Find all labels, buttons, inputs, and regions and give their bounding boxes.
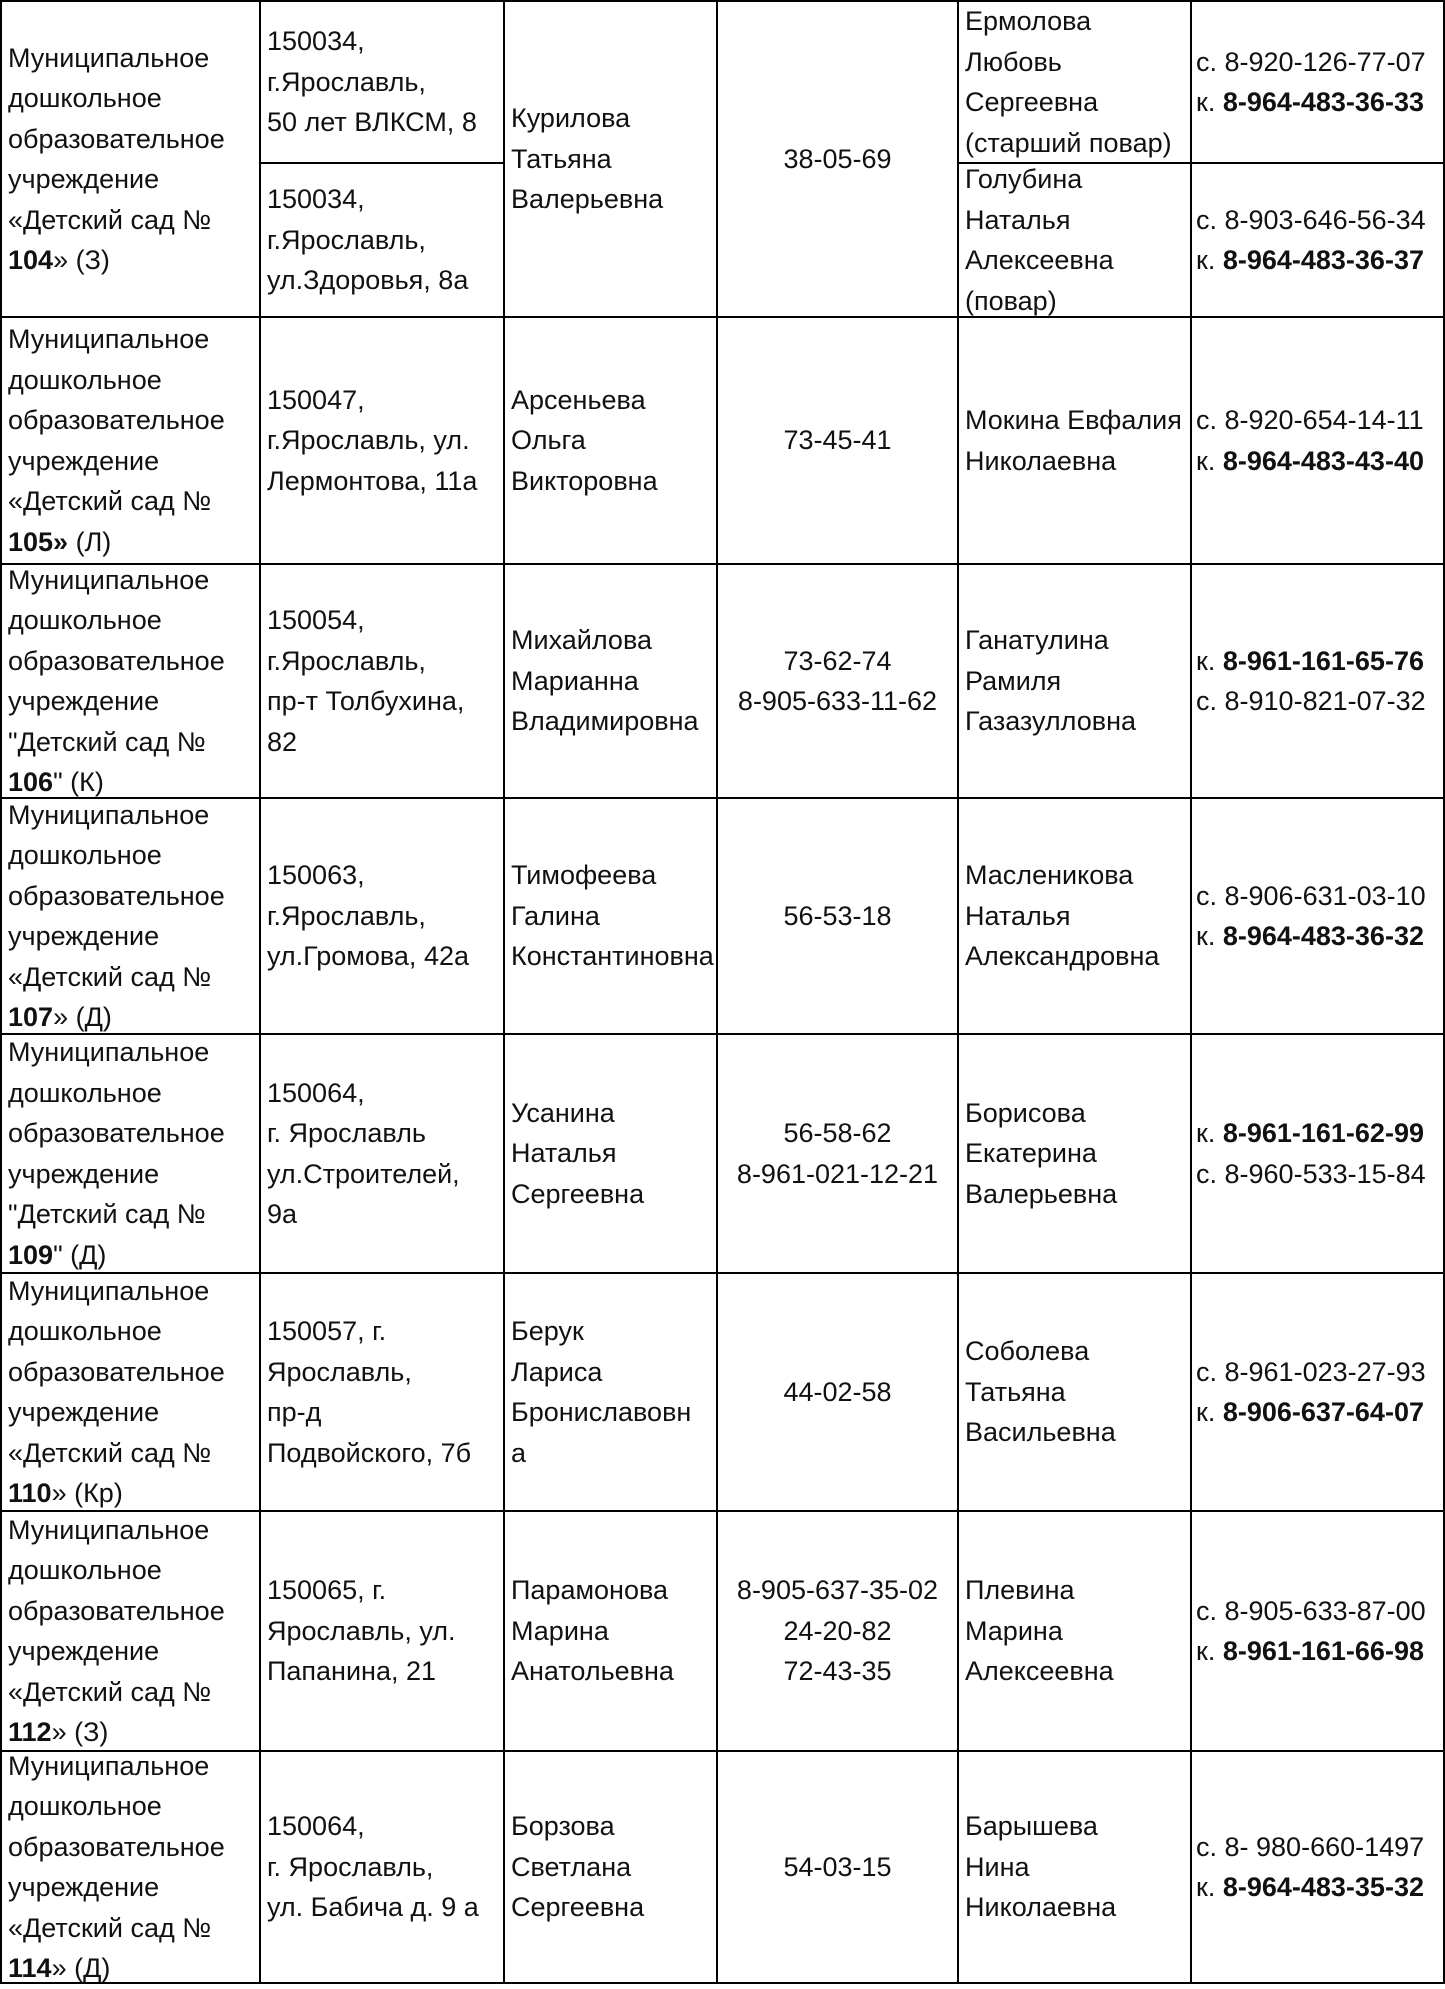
address-line: Папанина, 21 [267,1656,437,1687]
institution-name-line: образовательное [8,1356,225,1387]
phone-number: 73-45-41 [783,425,892,456]
cook-phone-number: 8- 980-660-1497 [1224,1831,1425,1862]
institution-name-line: «Детский сад № [8,961,212,992]
institution-name-line: Муниципальное [8,42,210,73]
cook-phone-number: 8-905-633-87-00 [1224,1595,1426,1626]
phone-number: 56-58-62 [783,1118,892,1148]
address-line: ул.Громова, 42а [267,941,469,972]
phone-number: 44-02-58 [783,1376,892,1407]
address-line: Ярославль, ул. [267,1615,456,1646]
cook-name-line: Алексеевна [965,1656,1114,1687]
phone-number: 38-05-69 [783,143,892,174]
institution-name-line: учреждение [8,1397,160,1427]
head-name-line: Арсеньева [511,384,646,415]
cook-phone-line [1196,1352,1437,1393]
cook-phone-number: 8-964-483-43-40 [1222,445,1424,476]
address-line: 150034, [267,26,365,57]
phone-type-prefix: с. [1196,686,1225,716]
cook-phone-number: 8-906-637-64-07 [1222,1397,1424,1427]
phone-number: 73-62-74 [783,645,892,676]
institution-number-line [8,1948,253,1989]
kindergarten-number: 110 [8,1478,52,1508]
institution-name-line: дошкольное [8,840,162,870]
head-name-line: Ольга [511,425,586,456]
head-name-line: Светлана [511,1851,632,1882]
institution-cell [2,799,259,1033]
cook-cell [959,164,1190,316]
cook-phone-cell [1192,164,1443,316]
cook-name-line: (повар) [965,285,1057,316]
head-name-line: Лариса [511,1356,603,1387]
cook-phone-number: 8-964-483-36-32 [1222,921,1424,951]
cook-phone-line [1196,681,1437,722]
cook-phone-line [1196,200,1437,241]
address-line: 150065, г. [267,1575,387,1606]
cook-cell [959,1274,1190,1510]
phone-type-prefix: к. [1196,245,1223,275]
cook-cell [959,1035,1190,1272]
kindergarten-number: 109 [8,1239,54,1270]
institution-name-line: учреждение [8,164,160,194]
institution-name-line: образовательное [8,123,225,154]
cook-name-line: Плевина [965,1575,1075,1606]
address-line: 82 [267,726,298,757]
phone-type-prefix: к. [1196,1397,1223,1427]
phone-type-prefix: к. [1196,1872,1223,1902]
cook-name-line: Масленикова [965,860,1134,891]
cook-phone-cell [1192,565,1443,797]
phone-cell [718,1752,957,1982]
head-name-line: Берук [511,1316,584,1346]
cook-phone-cell [1192,318,1443,563]
institution-cell [2,1274,259,1510]
head-name-line: Константиновна [511,941,714,972]
head-name-line: Сергеевна [511,1892,645,1923]
institution-name-line: дошкольное [8,83,162,113]
head-name-line: Тимофеева [511,860,657,891]
address-line: 150057, г. [267,1316,387,1346]
cook-cell [959,799,1190,1033]
cook-phone-number: 8-961-023-27-93 [1224,1356,1426,1387]
district-code: » (З) [53,245,110,275]
head-cell [505,1035,716,1272]
cook-phone-number: 8-964-483-35-32 [1222,1872,1424,1902]
cook-phone-number: 8-906-631-03-10 [1224,880,1426,911]
cook-phone-line [1196,916,1437,957]
phone-type-prefix: с. [1196,1356,1225,1387]
head-name-line: Татьяна [511,143,612,174]
cook-name-line: Марина [965,1615,1063,1646]
institution-number-line [8,522,253,563]
cook-phone-line [1196,400,1437,441]
cook-name-line: Голубина [965,164,1083,194]
institution-cell [2,1752,259,1982]
cook-phone-cell [1192,2,1443,162]
address-cell [261,318,503,563]
institution-cell [2,1035,259,1272]
address-line: г. Ярославль [267,1118,426,1148]
kindergarten-number: 114 [8,1953,52,1983]
institution-name-line: учреждение [8,1158,160,1189]
cook-phone-line [1196,876,1437,917]
institution-cell [2,318,259,563]
phone-type-prefix: к. [1196,445,1223,476]
cook-name-line: Васильевна [965,1417,1116,1448]
institution-cell [2,565,259,797]
cook-name-line: Газазулловна [965,706,1136,737]
head-name-line: Курилова [511,103,631,134]
phone-cell [718,565,957,797]
head-name-line: Михайлова [511,625,652,656]
head-name-line: Владимировна [511,706,699,737]
cook-phone-number: 8-960-533-15-84 [1224,1158,1426,1189]
address-line: 50 лет ВЛКСМ, 8 [267,107,477,138]
cook-cell [959,318,1190,563]
institution-name-line: Муниципальное [8,1750,210,1781]
phone-cell [718,2,957,316]
kindergarten-number: 105» [8,526,69,557]
institution-name-line: дошкольное [8,1555,162,1585]
head-name-line: Марианна [511,665,639,696]
head-name-line: Брониславовн [511,1397,692,1427]
phone-type-prefix: с. [1196,1831,1225,1862]
address-line: пр-т Толбухина, [267,686,465,716]
cook-phone-line [1196,82,1437,123]
phone-type-prefix: к. [1196,921,1223,951]
address-cell [261,2,503,162]
address-line: г. Ярославль, [267,1851,434,1882]
phone-cell [718,1274,957,1510]
phone-type-prefix: к. [1196,1118,1223,1148]
head-cell [505,2,716,316]
head-name-line: Марина [511,1615,609,1646]
district-code: » (Д) [51,1953,111,1983]
cook-phone-cell [1192,1035,1443,1272]
kindergarten-number: 104 [8,245,54,275]
head-name-line: Галина [511,900,600,931]
phone-number: 8-905-637-35-02 [736,1575,939,1606]
institution-name-line: "Детский сад № [8,726,206,757]
institution-name-line: образовательное [8,1118,225,1148]
address-line: 150054, [267,605,365,635]
address-line: Ярославль, [267,1356,412,1387]
institution-name-line: «Детский сад № [8,1912,212,1943]
district-code: » (Кр) [51,1478,123,1508]
phone-type-prefix: с. [1196,405,1225,435]
institution-number-line [8,240,253,281]
phone-type-prefix: с. [1196,1158,1225,1189]
address-line: 9а [267,1199,298,1229]
phone-cell [718,1035,957,1272]
cook-phone-line [1196,441,1437,482]
phone-type-prefix: к. [1196,87,1223,117]
address-line: 150064, [267,1077,365,1108]
cook-phone-number: 8-920-654-14-11 [1224,405,1424,435]
cook-phone-line [1196,1867,1437,1908]
district-code: " (Д) [53,1239,107,1270]
institution-name-line: учреждение [8,445,160,476]
address-line: 150063, [267,860,365,891]
phone-type-prefix: с. [1196,46,1225,77]
institution-name-line: образовательное [8,405,225,435]
institution-name-line: учреждение [8,921,160,951]
institution-name-line: Муниципальное [8,324,210,354]
cook-name-line: Александровна [965,941,1160,972]
cook-phone-number: 8-964-483-36-37 [1222,245,1424,275]
phone-cell [718,1512,957,1750]
head-cell [505,799,716,1033]
institution-number-line [8,1473,253,1514]
phone-number: 56-53-18 [783,900,892,931]
address-line: г.Ярославль, [267,66,426,97]
cook-phone-line [1196,42,1437,83]
phone-number: 72-43-35 [783,1656,892,1687]
cook-phone-cell [1192,799,1443,1033]
cook-phone-cell [1192,1512,1443,1750]
cook-phone-line [1196,1113,1437,1154]
cook-name-line: Ермолова [965,6,1092,36]
address-line: г.Ярославль, ул. [267,425,470,456]
cook-phone-line [1196,1154,1437,1195]
address-line: г.Ярославль, [267,900,426,931]
institution-name-line: дошкольное [8,1077,162,1108]
cook-phone-number: 8-964-483-36-33 [1222,87,1424,117]
institution-name-line: дошкольное [8,364,162,395]
cook-phone-cell [1192,1274,1443,1510]
institution-name-line: учреждение [8,1872,160,1902]
cook-name-line: Мокина Евфалия [965,405,1182,435]
address-line: г.Ярославль, [267,224,426,255]
cook-cell [959,1512,1190,1750]
district-code: » (Д) [53,1002,112,1032]
cook-phone-number: 8-961-161-62-99 [1222,1118,1424,1148]
phone-type-prefix: с. [1196,1595,1225,1626]
address-line: ул.Строителей, [267,1158,460,1189]
head-cell [505,318,716,563]
institution-name-line: "Детский сад № [8,1199,206,1229]
institution-name-line: Муниципальное [8,1514,210,1545]
phone-type-prefix: с. [1196,880,1225,911]
cook-name-line: Барышева [965,1811,1098,1842]
institution-name-line: Муниципальное [8,564,210,595]
phone-type-prefix: с. [1196,204,1225,235]
address-line: г.Ярославль, [267,645,426,676]
cook-phone-line [1196,240,1437,281]
phone-cell [718,318,957,563]
address-line: Подвойского, 7б [267,1437,472,1468]
cook-name-line: Валерьевна [965,1178,1118,1209]
institution-name-line: образовательное [8,1595,225,1626]
cook-name-line: Наталья [965,900,1071,931]
head-name-line: Борзова [511,1811,615,1842]
head-cell [505,565,716,797]
phone-number: 8-905-633-11-62 [737,686,938,716]
cook-phone-cell [1192,1752,1443,1982]
phone-number: 8-961-021-12-21 [736,1158,939,1189]
cook-name-line: Ганатулина [965,625,1109,656]
institution-name-line: учреждение [8,1636,160,1666]
cook-name-line: Наталья [965,204,1071,235]
head-name-line: Викторовна [511,465,658,496]
head-cell [505,1512,716,1750]
address-cell [261,1035,503,1272]
address-cell [261,164,503,316]
address-cell [261,1752,503,1982]
institution-cell [2,2,259,316]
head-cell [505,1752,716,1982]
address-line: 150064, [267,1811,365,1842]
cook-name-line: Николаевна [965,1892,1117,1923]
cook-phone-line [1196,1392,1437,1433]
cook-name-line: Сергеевна [965,87,1099,117]
district-code: (Л) [68,526,112,557]
head-name-line: Усанина [511,1097,615,1128]
institution-name-line: дошкольное [8,1791,162,1821]
cook-phone-line [1196,1631,1437,1672]
institution-name-line: образовательное [8,645,225,676]
address-line: 150034, [267,184,365,215]
cook-phone-line [1196,1591,1437,1632]
institution-cell [2,1512,259,1750]
cook-phone-number: 8-920-126-77-07 [1224,46,1426,77]
head-name-line: а [511,1437,527,1468]
institution-name-line: образовательное [8,1831,225,1862]
institution-name-line: дошкольное [8,605,162,635]
institution-name-line: «Детский сад № [8,1676,212,1707]
head-cell [505,1274,716,1510]
cook-phone-number: 8-910-821-07-32 [1224,686,1426,716]
institution-name-line: Муниципальное [8,1037,210,1067]
cook-phone-number: 8-903-646-56-34 [1224,204,1426,235]
cook-cell [959,2,1190,162]
kindergarten-number: 112 [8,1717,52,1747]
district-code: " (К) [53,767,104,797]
phone-type-prefix: к. [1196,645,1223,676]
cook-phone-number: 8-961-161-65-76 [1222,645,1424,676]
institution-name-line: «Детский сад № [8,486,212,516]
phone-number: 54-03-15 [783,1851,892,1882]
address-cell [261,565,503,797]
cook-name-line: Нина [965,1851,1030,1882]
phone-number: 24-20-82 [783,1615,892,1646]
address-line: 150047, [267,384,365,415]
head-name-line: Сергеевна [511,1178,645,1209]
cook-name-line: Татьяна [965,1376,1066,1407]
address-line: пр-д [267,1397,322,1427]
institution-name-line: «Детский сад № [8,1437,212,1468]
address-cell [261,1512,503,1750]
cook-name-line: Любовь [965,46,1062,77]
head-name-line: Валерьевна [511,184,664,215]
institution-name-line: дошкольное [8,1316,162,1346]
kindergarten-number: 107 [8,1002,54,1032]
cook-phone-line [1196,1827,1437,1868]
cook-phone-number: 8-961-161-66-98 [1222,1636,1424,1666]
cook-name-line: Николаевна [965,445,1117,476]
institution-number-line [8,1235,253,1276]
cook-phone-line [1196,641,1437,682]
cook-name-line: Екатерина [965,1138,1097,1169]
cook-name-line: Соболева [965,1336,1090,1367]
head-name-line: Анатольевна [511,1656,674,1687]
institution-name-line: образовательное [8,880,225,911]
cook-name-line: Рамиля [965,665,1062,696]
institution-name-line: учреждение [8,686,160,716]
head-name-line: Парамонова [511,1575,669,1606]
address-line: Лермонтова, 11а [267,465,478,496]
institution-name-line: Муниципальное [8,1275,210,1306]
institution-name-line: «Детский сад № [8,204,212,235]
head-name-line: Наталья [511,1138,617,1169]
address-cell [261,799,503,1033]
address-line: ул.Здоровья, 8а [267,265,469,296]
institution-name-line: Муниципальное [8,799,210,830]
district-code: » (З) [51,1717,109,1747]
phone-type-prefix: к. [1196,1636,1223,1666]
phone-cell [718,799,957,1033]
cook-cell [959,1752,1190,1982]
cook-name-line: (старший повар) [965,127,1172,158]
cook-name-line: Борисова [965,1097,1086,1128]
address-line: ул. Бабича д. 9 а [267,1892,479,1923]
cook-name-line: Алексеевна [965,245,1114,275]
cook-cell [959,565,1190,797]
address-cell [261,1274,503,1510]
kindergarten-number: 106 [8,767,54,797]
